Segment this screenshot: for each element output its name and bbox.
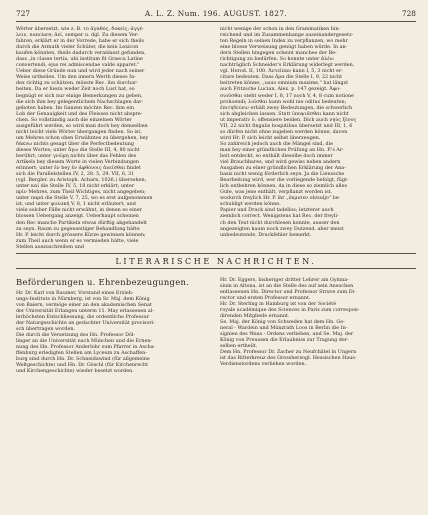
text-line: rector und ersten Professor ernannt.: [220, 294, 311, 301]
text-line: die sich ihm bey gelegentlichem Nachschlagen dar-: [16, 98, 144, 105]
text-line: Lob der Genauigkeit und des Fleisses nicht abspre-: [16, 110, 143, 117]
text-line: selben ertheilt.: [220, 343, 258, 350]
text-line: man bey einer gründlichen Prüfung an Hn. P.'s Ar-: [220, 146, 344, 153]
text-line: Artikels bey diesem Worte in vielen Verbindungen: [16, 159, 140, 166]
text-line: schuldigt werden könne.: [220, 201, 281, 208]
section-divider-bottom: [16, 268, 416, 269]
text-line: der Naturgeschichte an gedachter Universität provisori-: [16, 319, 155, 326]
text-line: der Universität Erlangen unterm 11. May erlassenen al-: [16, 307, 154, 314]
text-line: ch den Text nicht durchlesen konnte, ausser den: [220, 219, 340, 226]
text-line: direnden Mitgliede ernannt.: [220, 313, 290, 320]
text-line: Gute, was jene enthält, verpflanzt worden ist,: [220, 189, 333, 196]
text-line: ten Regeln in seinen Index zu verpflanzen, wo mehr: [220, 38, 348, 45]
text-line: unter παρά die Stelle V, 7, 25, wo es erst aufgenommen: [16, 195, 153, 202]
text-line: Hr. P. leicht durch grössere Kürze gewinnen können;: [16, 231, 146, 238]
text-line: auch Fritzsche Lucian. Alex. p. 147 gezeigt. Ἀφο-: [220, 86, 341, 93]
text-line: entlassenen Hn. Director und Professor Struve zum Di-: [220, 288, 356, 295]
text-line: δάκνω nichts gesagt über die Perfectbedeutung: [16, 140, 134, 147]
text-line: sium in Altona, ist an die Stelle des auf sein Ansuchen: [220, 282, 354, 289]
text-line: Hr. Dr. Sterling in Hamburg ist von der Société: [220, 300, 337, 307]
text-line: ziemlich correct. Wenigstens hat Rec. der freyli-: [220, 213, 339, 220]
text-line: wird Hr. P. sich leicht selbst überzeugen.: [220, 134, 321, 141]
text-line: von Baiern, vermöge einer an den akademischen Senat: [16, 301, 152, 308]
text-line: Ausgaben zu einer gründlichen Erklärung der Ana-: [220, 165, 346, 172]
text-line: convertendi, ejus rei admiscendae valde apparet.": [16, 62, 140, 69]
text-line: zu seyn. Raum zu gegenseitiger Behandlung hätte: [16, 225, 140, 232]
news-columns: [16, 273, 416, 375]
text-line: chen. So vollständig auch die einzelnen Wörter: [16, 116, 132, 123]
page-number-right: 728: [401, 9, 416, 18]
text-line: ut imperativ ö. offensiere beiden. Dich auch νηὺς ξένος: [220, 116, 357, 123]
text-line: sich die Parallelstellen IV, 2, 28. 5, 29. VII, 6, 31: [16, 171, 135, 178]
text-line: sch übertragen worden.: [16, 326, 76, 333]
text-line: sich abgleichen lassen. Statt ὑποψιᾶσθαι kann nicht: [220, 110, 349, 117]
text-line: λειν, nunciare; ἀεί, semper u. dgl. Zu diesem Ver-: [16, 32, 139, 39]
text-line: eine blosse Verweisung genügt haben würde. In an-: [220, 44, 348, 51]
text-line: Dem Hn. Professor Dr. Zacher zu Neufchâtel in Ungern: [220, 349, 357, 356]
text-line: beit entdeckt, so enthält dieselbe doch immer: [220, 152, 333, 159]
text-line: Hr. Dr. Karl von Raumer, Vorstand eines Erzieh-: [16, 289, 134, 296]
text-line: vgl. Herod. II, 100. Ἀντεῖπαν kann I, 5, 3 nicht er-: [220, 68, 343, 75]
text-line: ausgeführt werden, so wird man doch bey demselben: [16, 122, 148, 129]
text-line: signien des Wasa - Ordens verliehen, und Se. Maj. der: [220, 331, 354, 338]
text-line: berührt; unter γνῶμη nichts über das Fehlen des: [16, 152, 137, 159]
text-line: fahren, erklärt er in der Vorrede, habe er sich theils: [16, 38, 144, 45]
text-line: nicht wenige der schon in den Grammatiken bin-: [220, 26, 341, 32]
text-line: richtigung zu bedürfen. So konnte unter ἀλέω: [220, 56, 334, 63]
text-line: viele solcher Fälle nicht erwähnt, in denen es einer: [16, 207, 142, 214]
text-line: dieses Wortes; unter ἄγω die Stelle III, 4, 80 nicht: [16, 146, 140, 153]
text-line: prohoendi; λυῖσθαι kann wohl nie oditus bedeuten;: [220, 98, 347, 105]
text-line: reichend und im Zusammenhange auseinandergesetz-: [220, 32, 354, 39]
page-number-left: 727: [16, 9, 31, 18]
text-line: Verdienstordens verliehen worden.: [220, 361, 307, 368]
text-line: So zahlreich jedoch auch die Mängel sind, die: [220, 140, 334, 147]
text-line: neral - Wardein und Münzrath Loos in Berlin die In-: [220, 325, 348, 332]
text-line: beiten. Da er hiezu weder Zeit noch Lust hat, so: [16, 86, 135, 93]
text-line: Papier und Druck sind tadellos; letzterer auch: [220, 207, 334, 214]
text-line: ffenburg erledigten Stellen am Lyceum zu Aschaffen-: [16, 350, 147, 357]
text-line: ἐπιτηδεύειν erhält zwey Bedeutungen, die schwerlich: [220, 104, 353, 111]
text-line: unter καί die Stelle IV, 5, 18 nicht erklärt; unter: [16, 183, 135, 190]
text-line: unbedeutende, Druckfehler bemerkt.: [220, 231, 312, 238]
review-column-right: [220, 26, 416, 250]
text-line: zum Theil auch wenn er es vermieden hätte, viele: [16, 237, 139, 244]
text-line: citare bedeuten. Dass ἄρα die Stelle I, 9, 22 nicht: [220, 74, 343, 81]
text-line: Weise urtheilen. Um den innern Werth dieses In-: [16, 74, 136, 81]
running-head: [16, 9, 416, 22]
text-line: Die durch die Versetzung des Hn. Professor Döl-: [16, 332, 136, 339]
news-column-left: [16, 273, 212, 375]
text-line: nachträglich Schneider's Erklärung widerlegt werden,: [220, 62, 355, 69]
text-line: royale académique des Sciences in Paris zum correspon-: [220, 306, 360, 313]
text-line: beitreten könne; „usus omnium maxime," hat längst: [220, 80, 349, 87]
section-title: LITERARISCHE NACHRICHTEN.: [115, 256, 317, 266]
text-line: Bearbeitung wird, wer die vorliegende befolgt, fügt-: [220, 177, 349, 184]
text-line: Se. Maj. der König von Schweden hat dem Hn. Ge-: [220, 319, 345, 326]
text-line: und Kirchengeschichte) wieder besetzt worden.: [16, 368, 134, 375]
text-line: lich entbehren können, da in diese so ziemlich alles: [220, 183, 347, 190]
review-continuation: [16, 26, 416, 250]
text-line: lerhöchsten Entschliessung, die ordentliche Professur: [16, 313, 150, 320]
text-line: basis nicht wenig förderlich seyn. Ja die Lienssche: [220, 171, 345, 178]
text-line: begnügt er sich nur einige Bemerkungen zu geben,: [16, 92, 143, 99]
text-line: VII, 22 nicht fingulis hospitibus übersetzt und III, 1, 6: [220, 122, 353, 129]
text-line: ist das Ritterkreuz des Grossherzogl. Hessischen Haus-: [220, 355, 357, 362]
text-line: Ueber diese Gründe nun und wird jeder nach seiner: [16, 68, 145, 75]
text-line: πρίν Mehres, zum Theil Wichtiges, nicht angegeben;: [16, 189, 146, 196]
text-line: wodurch freylich Hr. P. ihr „ἐκμισεν ob/suljo" be-: [220, 195, 341, 202]
news-text-left: [16, 290, 212, 375]
text-line: dern Stellen hingegen scheint manches der Be-: [220, 50, 337, 57]
news-column-right: [220, 277, 416, 375]
text-line: so dürfen nicht ohne zugeben werden könne, davon: [220, 128, 348, 135]
text-line: Hr. Dr. Eggers, bisheriger dritter Lehrer am Gymna-: [220, 276, 349, 283]
text-line: nicht leicht viele Wörter übergangen finden. So ist,: [16, 128, 142, 135]
text-line: nung des Hn. Professor Anderlohr zum Pfarrer in Ascha-: [16, 344, 156, 351]
text-line: blossen Uebergang anzeigt. Ueberhaupt scheinen: [16, 213, 139, 220]
text-line: erinnert; unter ἐν bey ἐν ἀφθόνοις ἀνεῖσθαι findet: [16, 165, 141, 172]
text-line: kaufen könnten, theils dadurch veranlasst gefunden,: [16, 50, 146, 57]
text-line: den Rec manche Partikeln etwas dürftig abgehandelt: [16, 219, 147, 226]
text-line: σιοῦσθαι steht weder I, 8, 17 noch V, 4, 8 cum notione: [220, 92, 354, 99]
text-line: Weltgeschichte) und Hn. Dr. Göschl (für Kirchenrecht: [16, 362, 149, 369]
text-line: ist, und unter φυλακή V, 8, 1 nicht erläutert; und: [16, 201, 136, 208]
text-line: dex richtig zu schätzen, müsste Rec. ihn durchar-: [16, 80, 138, 87]
news-heading: Beförderungen u. Ehrenbezeugungen.: [16, 276, 190, 287]
text-line: viel Brauchbares, und wird gewiss neben andern: [220, 159, 341, 166]
text-line: Wörter übersetzt, wie z. B. το ἀγαθός, δοκεῖς; ἀγγέ-: [16, 26, 144, 32]
text-line: durch die Armuth vieler Schüler, die kein Lexicon: [16, 44, 139, 51]
text-line: angezeigten kaum noch zwey Dutzend, aber meist: [220, 225, 344, 232]
text-line: (vgl. Bergler. zu Aristoph. Acharn. 1026.) übersehen;: [16, 177, 147, 184]
journal-issue-date: A. L. Z. Num. 196. AUGUST. 1827.: [144, 9, 288, 18]
text-line: um Mehres schon oben Erwähntes zu übergehen, bey: [16, 134, 149, 141]
text-line: linger an die Universität nach München und die Ernen-: [16, 338, 153, 345]
text-line: ungs-Instituts in Nürnberg, ist von Sr. Maj. dem König: [16, 295, 150, 302]
section-divider-top: [16, 253, 416, 254]
text-line: dass „in classe tertia, ubi institum fit Graeca Latine: [16, 56, 143, 63]
text-line: burg sind durch Hn. Dr. Schneidawind (für allgemeine: [16, 356, 150, 363]
text-line: König von Preussen die Erlaubniss zur Tragung der-: [220, 337, 349, 344]
text-line: geboten haben. Im Ganzen möchte Rec. ihm ein: [16, 104, 134, 111]
review-column-left: [16, 26, 212, 250]
text-line: Stellen auszuschreiben und: [16, 243, 84, 250]
